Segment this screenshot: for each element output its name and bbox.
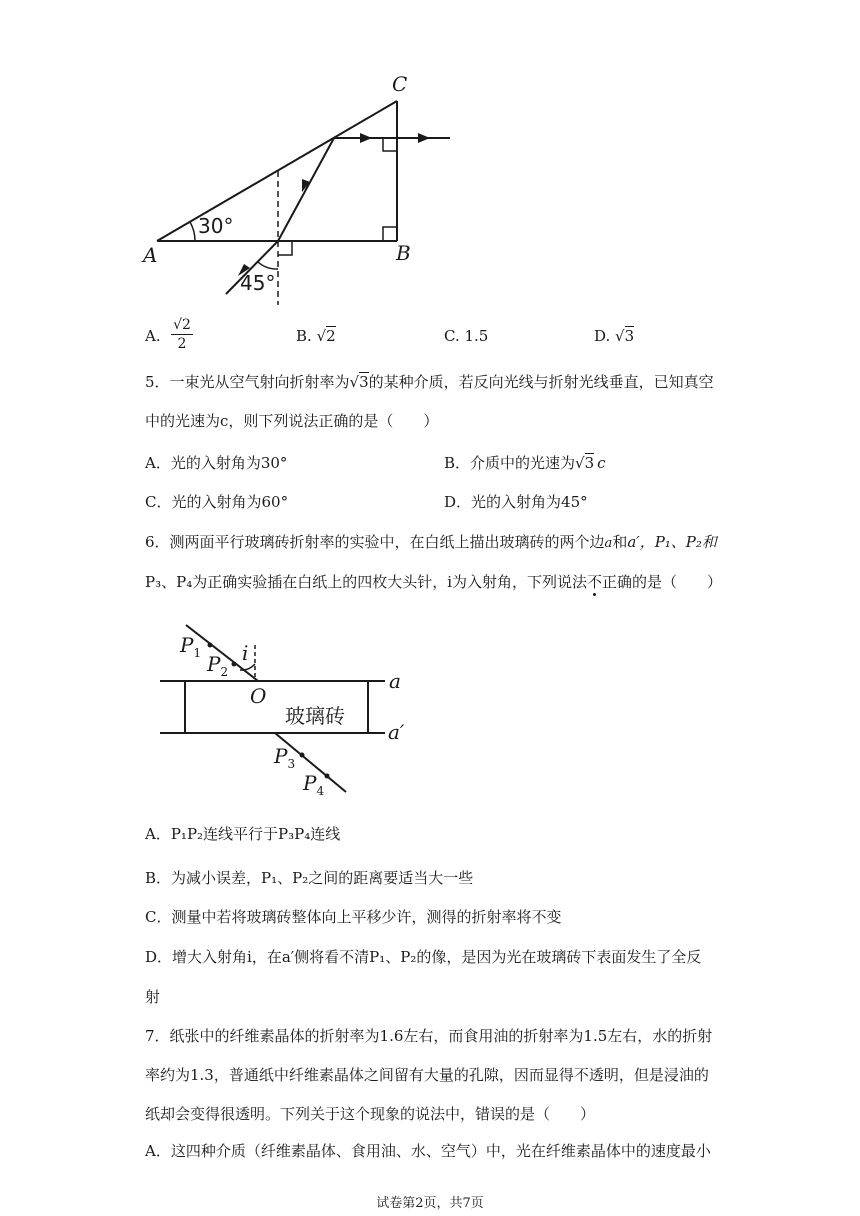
label-P1-sub: 1 [193, 646, 202, 660]
label-P2-sub: 2 [220, 665, 229, 679]
label-a-prime: a′ [388, 720, 405, 744]
q4-option-b-letter: B. [296, 327, 312, 345]
q7-stem-line3: 纸却会变得很透明。下列关于这个现象的说法中，错误的是（ ） [145, 1105, 596, 1123]
q5-stem-line1 [145, 371, 714, 392]
q6-line1-a: a [604, 536, 613, 551]
label-a: a [389, 669, 401, 693]
q4-option-d [594, 327, 634, 345]
sqrt-symbol: √ [615, 327, 625, 345]
q6-option-d-line1: D．增大入射角i，在a′侧将看不清P₁、P₂的像，是因为光在玻璃砖下表面发生了全反 [145, 948, 702, 966]
label-A: A [143, 243, 158, 267]
q6-stem-line2 [145, 571, 722, 592]
angle-30-label: 30° [198, 214, 234, 238]
q5-line1-post: 的某种介质，若反向光线与折射光线垂直，已知真空 [368, 373, 714, 391]
q5-stem-line2: 中的光速为c，则下列说法正确的是（ ） [145, 412, 439, 430]
q4-option-a-letter: A. [145, 327, 161, 345]
q6-line1-and: 和 [612, 533, 628, 551]
sqrt-symbol: √ [575, 454, 585, 472]
q5-optb-post: c [597, 454, 606, 472]
label-P2 [207, 652, 228, 679]
q4-option-a-numerator: √2 [171, 316, 193, 335]
q5-line1-sqrt: 3 [359, 373, 369, 391]
q5-line1-pre: 5．一束光从空气射向折射率为 [145, 373, 350, 391]
q6-option-a: A．P₁P₂连线平行于P₃P₄连线 [145, 825, 341, 843]
q7-stem-line2: 率约为1.3，普通纸中纤维素晶体之间留有大量的孔隙，因而显得不透明，但是浸油的 [145, 1066, 709, 1084]
label-P4 [303, 771, 324, 798]
q5-optb-sqrt: 3 [584, 454, 595, 472]
sqrt-symbol: √ [316, 327, 327, 345]
q4-option-a-fraction [171, 316, 193, 353]
label-P4-main: P [303, 771, 317, 795]
q6-line1: 6．测两面平行玻璃砖折射率的实验中，在白纸上描出玻璃砖的两个边 [145, 533, 605, 551]
glass-slab-figure [0, 615, 860, 815]
q4-option-c-value: 1.5 [464, 327, 489, 345]
q6-line2-post: 正确的是（ ） [602, 573, 723, 591]
q6-stem-line1 [145, 531, 717, 552]
label-P3-main: P [274, 744, 288, 768]
page-footer: 试卷第2页，共7页 [376, 1196, 484, 1211]
q6-option-d-line2: 射 [145, 988, 161, 1006]
q6-line1-a2: a′ [627, 533, 640, 551]
q6-line1-tail: ，P₁、P₂和 [639, 533, 717, 551]
label-C: C [392, 72, 408, 96]
angle-45-label: 45° [240, 271, 276, 295]
q5-option-c: C．光的入射角为60° [145, 493, 289, 511]
label-i: i [242, 641, 249, 665]
label-P1-main: P [180, 633, 194, 657]
label-O: O [250, 684, 267, 708]
q4-option-d-letter: D. [594, 327, 611, 345]
q5-option-d: D．光的入射角为45° [444, 493, 588, 511]
q4-option-c-letter: C. [444, 327, 460, 345]
label-P3-sub: 3 [287, 757, 296, 771]
sqrt-symbol: √ [349, 373, 360, 391]
label-P2-main: P [207, 652, 221, 676]
q4-option-b [296, 327, 336, 345]
q7-option-a: A．这四种介质（纤维素晶体、食用油、水、空气）中，光在纤维素晶体中的速度最小 [145, 1142, 711, 1160]
q6-option-c: C．测量中若将玻璃砖整体向上平移少许，测得的折射率将不变 [145, 908, 562, 926]
q5-option-b [444, 452, 606, 473]
q4-option-b-value: 2 [326, 327, 336, 345]
q5-option-a: A．光的入射角为30° [145, 454, 288, 472]
q6-option-b: B．为减小误差，P₁、P₂之间的距离要适当大一些 [145, 869, 474, 887]
q5-optb-pre: B．介质中的光速为 [444, 454, 576, 472]
label-P1 [180, 633, 201, 660]
triangle-figure [0, 0, 860, 320]
q4-option-d-value: 3 [624, 327, 635, 345]
q6-line2-pre: P₃、P₄为正确实验插在白纸上的四枚大头针，i为入射角，下列说法 [145, 573, 588, 591]
q7-stem-line1: 7．纸张中的纤维素晶体的折射率为1.6左右，而食用油的折射率为1.5左右，水的折射 [145, 1027, 713, 1045]
label-P3 [274, 744, 295, 771]
q4-option-a-denominator: 2 [177, 336, 187, 352]
q4-option-c [444, 327, 488, 345]
label-B: B [396, 241, 411, 265]
label-glass: 玻璃砖 [285, 704, 345, 728]
q6-line2-not: 不 [587, 573, 603, 591]
label-P4-sub: 4 [316, 784, 325, 798]
